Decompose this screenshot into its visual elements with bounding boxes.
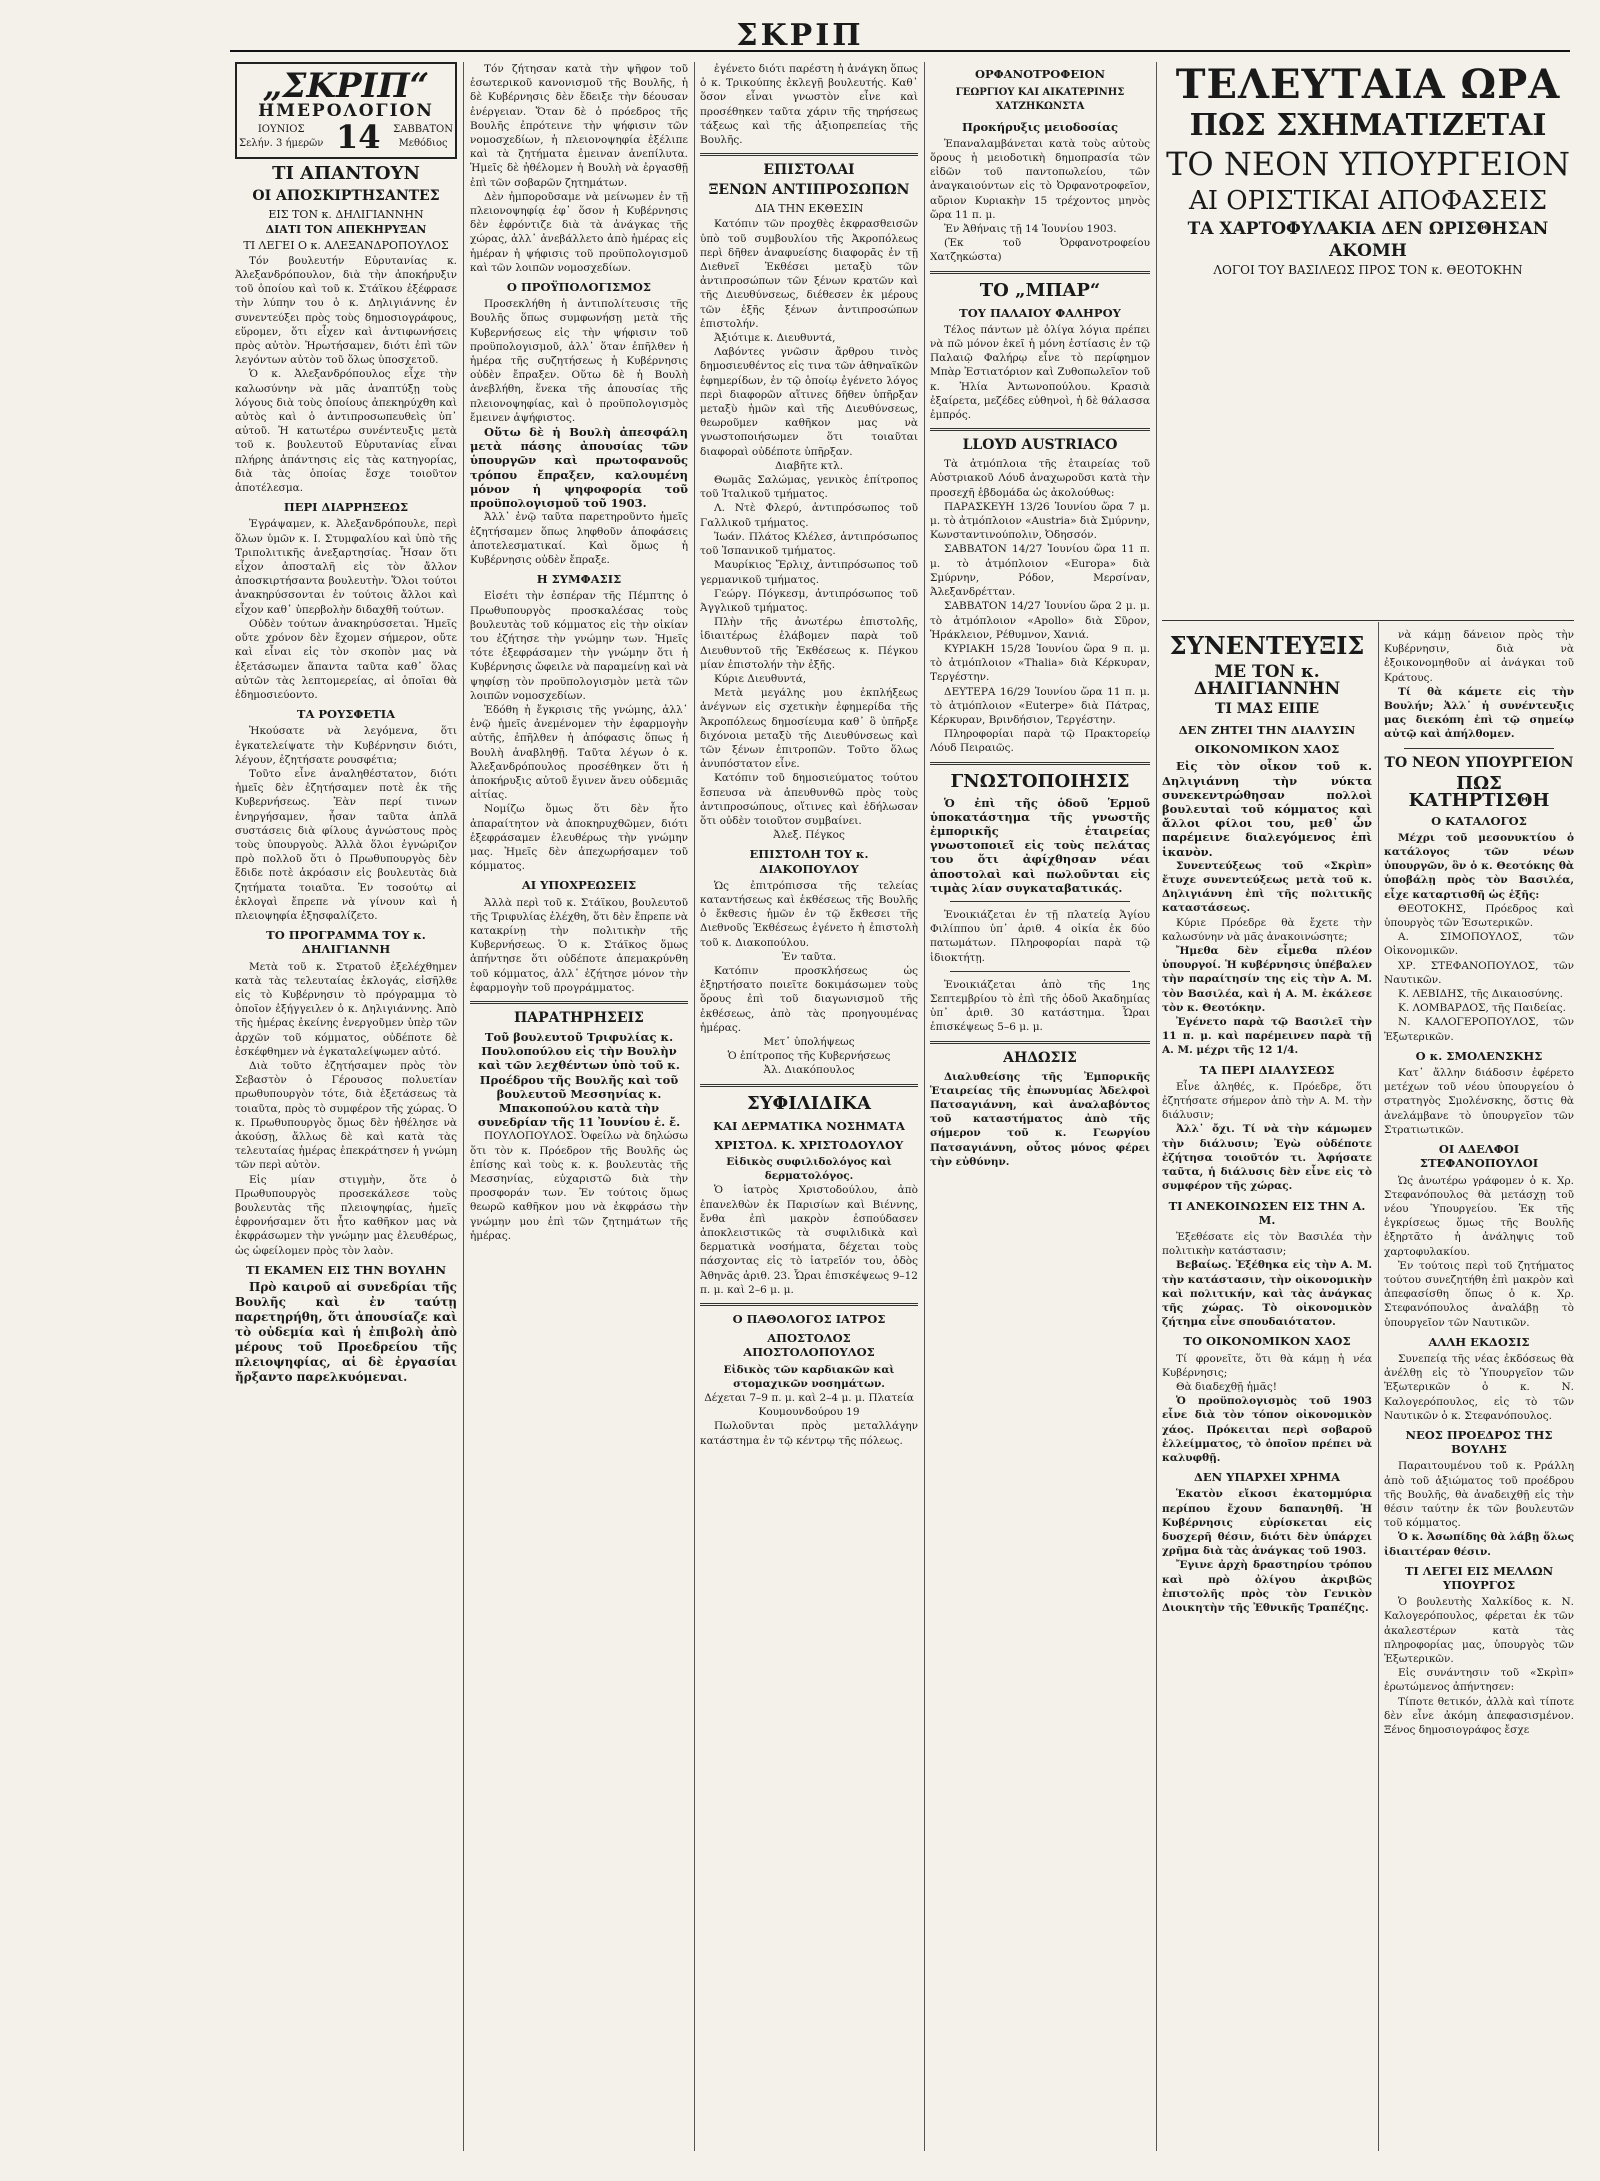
article-paragraph: Ἐν τούτοις περὶ τοῦ ζητήματος τούτου συνεζητήθη ἐπὶ μακρὸν καὶ ἀπεφασίσθη ὅπως ὁ κ. Χρ. Στεφανόπουλος ἀναλάβῃ τὸ ὑπουργεῖον τῶν Ναυτικῶν. [1384, 1259, 1574, 1329]
article-subheadline: ΔΕΝ ΖΗΤΕΙ ΤΗΝ ΔΙΑΛΥΣΙΝ [1178, 723, 1356, 737]
article-paragraph: Εἰς τὸν οἶκον τοῦ κ. Δηλιγιάννη τὴν νύκτα συνεκεντρώθησαν πολλοὶ βουλευταὶ τοῦ κόμματος καὶ ἄλλοι φίλοι του, μεθ᾽ ὧν παρέμεινε διαλεγόμενος ἐπὶ ἱκανὸν. [1162, 759, 1372, 859]
section-heading: ΑΛΛΗ ΕΚΔΟΣΙΣ [1428, 1334, 1530, 1349]
article-subheadline: ΔΙΑΤΙ ΤΟΝ ΑΠΕΚΗΡΥΞΑΝ [265, 223, 427, 237]
section-heading: ΠΕΡΙ ΔΙΑΡΡΗΞΕΩΣ [283, 500, 409, 515]
notice-heading: ΑΗΔΩΣΙΣ [1003, 1049, 1077, 1066]
advertisement-headline: ΤΟ „ΜΠΑΡ“ [979, 279, 1101, 301]
article-paragraph: Ὁ κ. Ἀσωπίδης θὰ λάβῃ ὅλως ἰδιαιτέραν θέσιν. [1384, 1531, 1574, 1558]
article-headline: ΟΙ ΑΠΟΣΚΙΡΤΗΣΑΝΤΕΣ [252, 188, 440, 205]
article-paragraph: Ἤμεθα δὲν εἶμεθα πλέον ὑπουργοί. Ἡ κυβέρνησις ὑπέβαλεν τὴν παραίτησίν της εἰς τὴν Α. Μ. τὸν Βασιλέα, καὶ ἡ Α. Μ. ἐκάλεσε τὸν κ. Θεοτόκην. [1162, 945, 1372, 1014]
article-paragraph: Κατόπιν προσκλήσεως ὡς ἐξηρτήσατο ποιεῖτε δοκιμάσωμεν τοὺς ὅρους ἐπὶ τοῦ διαγωνισμοῦ τῆς ἐκθέσεως, ἀπὸ τὰς προηγουμένας ἡμέρας. [700, 964, 918, 1034]
article-paragraph: Τίποτε θετικόν, ἀλλὰ καὶ τίποτε δὲν εἶνε ἀκόμη ἀπεφασισμένον. Ξένος δημοσιογράφος ἔσχε [1384, 1695, 1574, 1737]
article-paragraph: Τόν ζήτησαν κατὰ τὴν ψῆφον τοῦ ἐσωτερικοῦ κανονισμοῦ τῆς Βουλῆς, ἡ δὲ Κυβέρνησις δὲν ἔδειξε τὴν δέουσαν ἐνέργειαν. Ὅταν δὲ ὁ πρόεδρος τῆς Βουλῆς ἐπρότεινε τὴν ψήφισιν τῶν νομοσχεδίων, ἡ πλειονοψηφία ἐξέλιπε καὶ τὰ ζητήματα ἐμειναν ἀνεπίλυτα. Ἡμεῖς δὲ ἠθέλομεν ἡ Βουλὴ νὰ ἐργασθῇ ἐπὶ τῶν σοβαρῶν ζητημάτων. [470, 63, 688, 189]
article-paragraph: Ἀλλ᾽ ὄχι. Τί νὰ τὴν κάμωμεν τὴν διάλυσιν; Ἐγὼ οὐδέποτε ἐζήτησα τοιοῦτόν τι. Ἀφήσατε ταῦτα, ἡ διάλυσις δὲν εἶνε εἰς τὸ συμφέρον τῆς χώρας. [1162, 1123, 1372, 1193]
section-heading: ΝΕΟΣ ΠΡΟΕΔΡΟΣ ΤΗΣ ΒΟΥΛΗΣ [1405, 1427, 1553, 1457]
column-5 [1162, 628, 1372, 2151]
banner-subheadline: ΛΟΓΟΙ ΤΟΥ ΒΑΣΙΛΕΩΣ ΠΡΟΣ ΤΟΝ κ. ΘΕΟΤΟΚΗΝ [1213, 263, 1523, 277]
section-divider [470, 1001, 688, 1004]
article-subheadline: ΤΙ ΛΕΓΕΙ Ο κ. ΑΛΕΞΑΝΔΡΟΠΟΥΛΟΣ [243, 238, 449, 252]
article-paragraph: Διὰ τοῦτο ἐζητήσαμεν πρὸς τὸν Σεβαστὸν ὁ Γέρουσος πολυετίαν πρωθυπουργὸν τότε, διὰ ἐξετάσεως τὰ τοιαῦτα, πρὸς τὸ συμφέρον τῆς χώρας. Ὁ κ. Πρωθυπουργὸς ὅμως δὲν ἠθέλησε νὰ ἀκούσῃ, ἄλλως δὲ καὶ κατὰ τὰς τελευταίας ἡμέρας ἐπεκράτησεν ἡ γνώμη τῶν περὶ αὐτὸν. [235, 1059, 457, 1172]
advertisement-text: ΚΥΡΙΑΚΗ 15/28 Ἰουνίου ὥρα 9 π. μ. τὸ ἀτμόπλοιον «Thalia» διὰ Κέρκυραν, Τεργέστην. [930, 642, 1150, 684]
article-paragraph: Ἑκατὸν εἴκοσι ἑκατομμύρια περίπου ἔχουν δαπανηθῆ. Ἡ Κυβέρνησις εὑρίσκεται εἰς δυσχερῆ θέσιν, διότι δὲν ὑπάρχει χρῆμα διὰ τὰς ἀνάγκας τοῦ 1903. [1162, 1488, 1372, 1558]
column-2 [470, 62, 688, 2151]
calendar-saint: Μεθόδιος [398, 138, 448, 150]
article-paragraph: Τοῦτο εἶνε ἀναληθέστατον, διότι ἡμεῖς δὲν ἐζητήσαμεν ποτὲ ἐκ τῆς Κυβερνήσεως. Ἐὰν περί τινων ἐνηργήσαμεν, ἦσαν ταῦτα ἁπλᾶ συστάσεις διὰ φίλους ἀγνώστους πρὸς τοὺς ὑπουργοὺς. Ἀλλὰ ὅλοι ἐγνώριζον πρὸ πολλοῦ ὅτι ὁ Πρωθυπουργὸς δὲν ἔδιδε ποτὲ ἀκρόασιν εἰς βουλευτὰς διὰ ζητήματα τοιαῦτα. Ἐν τοσούτῳ αἱ ἐκλογαὶ ἔπρεπε νὰ γίνουν καὶ ἡ πλειοψηφία ἐξησφαλίζετο. [235, 767, 457, 922]
article-paragraph: Παραιτουμένου τοῦ κ. Ρράλλη ἀπὸ τοῦ ἀξιώματος τοῦ προέδρου τῆς Βουλῆς, θὰ ἀναδειχθῇ εἰς τὴν θέσιν ταύτην ἐκ τῶν βουλευτῶν τοῦ κόμματος. [1384, 1460, 1574, 1530]
advertisement-text: Δέχεται 7–9 π. μ. καὶ 2–4 μ. μ. Πλατεία Κουμουνδούρου 19 [704, 1392, 914, 1419]
column-divider [1378, 622, 1379, 2151]
section-heading: ΤΟ ΠΡΟΓΡΑΜΜΑ ΤΟΥ κ. ΔΗΛΙΓΙΑΝΝΗ [266, 928, 426, 957]
article-paragraph: Συνεντεύξεως τοῦ «Σκρὶπ» ἔτυχε συνεντεύξεως μετὰ τοῦ κ. Δηλιγιάννη ἐπὶ τῆς πολιτικῆς καταστάσεως. [1162, 859, 1372, 915]
column-6 [1384, 628, 1574, 2151]
advertisement-subheadline: ΚΑΙ ΔΕΡΜΑΤΙΚΑ ΝΟΣΗΜΑΤΑ [713, 1118, 905, 1133]
article-paragraph: Ἔγινε ἀρχὴ δραστηρίου τρόπου καὶ πρὸ ὀλίγου ἀκριβῶς ἐπιστολῆς πρὸς τὸν Γενικὸν Διοικητὴν τῆς Ἐθνικῆς Τραπέζης. [1162, 1559, 1372, 1614]
minister-entry: Κ. ΛΟΜΒΑΡΔΟΣ, τῆς Παιδείας. [1398, 1002, 1566, 1015]
section-heading: ΤΑ ΠΕΡΙ ΔΙΑΛΥΣΕΩΣ [1199, 1062, 1335, 1077]
article-paragraph: Ἀλλ᾽ ἐνῷ ταῦτα παρετηροῦντο ἡμεῖς ἐζητήσαμεν ὅπως ληφθοῦν ἀποφάσεις ἀποτελεσματικαί. Καὶ ὅμως ἡ Κυβέρνησις οὐδὲν ἔπραξε. [470, 511, 688, 566]
advertisement-headline: ΣΥΦΙΛΙΔΙΚΑ [746, 1092, 872, 1114]
advertisement-subheadline: ΤΟΥ ΠΑΛΑΙΟΥ ΦΑΛΗΡΟΥ [959, 305, 1121, 320]
article-paragraph: Ἐν ταῦτα. [781, 950, 837, 963]
article-paragraph: Ἐγράψαμεν, κ. Ἀλεξανδρόπουλε, περὶ ὅλων ὑμῶν κ. Ι. Στυμφαλίου καὶ ὑπὸ τῆς Τριπολιτικῆς ἀνεξαρτησίας. Ἦσαν ὅτι εἶχον ἀποσταλῆ εἰς τὸν ἄλλον ἀποσκιρτήσαντα βουλευτὴν. Ὅλοι τούτοι ἀνακηρύσσονται ἐν τούτοις ἄλλοι καὶ εἶχον καθ᾽ ὑπερβολὴν διδαχθῆ τούτων. [235, 518, 457, 616]
article-paragraph: Ὁ βουλευτὴς Χαλκίδος κ. Ν. Καλογερόπουλος, φέρεται ἐκ τῶν ἀκαλεστέρων κατὰ τὰς πληροφορίας μας, ὑπουργὸς τῶν Ἐξωτερικῶν. [1384, 1596, 1574, 1665]
section-heading: ΕΠΙΣΤΟΛΗ ΤΟΥ κ. ΔΙΑΚΟΠΟΥΛΟΥ [749, 847, 869, 876]
advertisement-text: Πωλοῦνται πρὸς μεταλλάγην κατάστημα ἐν τῷ κέντρῳ τῆς πόλεως. [700, 1420, 918, 1447]
calendar-box [235, 62, 457, 159]
advertisement-headline: LLOYD AUSTRIACO [962, 437, 1118, 454]
article-paragraph: Τί θὰ κάμετε εἰς τὴν Βουλήν; Ἀλλ᾽ ἡ συνέντευξις μας διεκόπη ἐπὶ τῷ σημείῳ αὐτῷ καὶ ἀπήλθομεν. [1384, 685, 1574, 741]
article-paragraph: Ἰωάν. Πλάτος Κλέλεσ, ἀντιπρόσωπος τοῦ Ἱσπανικοῦ τμήματος. [700, 530, 918, 558]
column-4 [930, 62, 1150, 2151]
letter-signature: Ἀλ. Διακόπουλος [763, 1064, 855, 1077]
article-paragraph: Θωμᾶς Σαλώμας, γενικὸς ἐπίτροπος τοῦ Ἰταλικοῦ τμήματος. [700, 474, 918, 501]
article-paragraph: Μέχρι τοῦ μεσονυκτίου ὁ κατάλογος τῶν νέων ὑπουργῶν, ὃν ὁ κ. Θεοτόκης θὰ ὑποβάλῃ πρὸς τὸν Βασιλέα, εἶχε καταρτισθῆ ὡς ἑξῆς: [1384, 831, 1574, 901]
notice-heading: ΟΡΦΑΝΟΤΡΟΦΕΙΟΝ [974, 67, 1106, 81]
letter-closing: Διαβῆτε κτλ. [774, 459, 844, 472]
article-paragraph: Ἐδόθη ἡ ἔγκρισις τῆς γνώμης, ἀλλ᾽ ἐνῷ ἡμεῖς ἀνεμένομεν τὴν ἐφαρμογὴν αὐτῆς, ἐπῆλθεν ἡ ἀπόφασις ὅπως ἡ Βουλὴ ἀναβληθῇ. Ταῦτα λέγων ὁ κ. Ἀλεξανδρόπουλος προσέθηκεν ὅτι ἡ ἀποκήρυξις αὐτοῦ ἔγινεν ἄνευ οὐδεμιᾶς αἰτίας. [470, 703, 688, 802]
section-heading: ΑΙ ΥΠΟΧΡΕΩΣΕΙΣ [521, 878, 637, 893]
advertisement-text: Τὰ ἀτμόπλοια τῆς ἑταιρείας τοῦ Αὐστριακοῦ Λόυδ ἀναχωροῦσι κατὰ τὴν προσεχῆ ἑβδομάδα ὡς ἀκολούθως: [930, 458, 1150, 499]
calendar-subtitle: ΗΜΕΡΟΛΟΓΙΟΝ [258, 101, 434, 121]
banner-headline: ΤΟ ΝΕΟΝ ΥΠΟΥΡΓΕΙΟΝ [1166, 145, 1570, 183]
calendar-brand: „ΣΚΡΙΠ“ [262, 66, 430, 106]
section-divider [930, 428, 1150, 431]
article-paragraph: Ἐξεθέσατε εἰς τὸν Βασιλέα τὴν πολιτικὴν κατάστασιν; [1162, 1230, 1372, 1258]
article-paragraph: Κύριε Πρόεδρε θὰ ἔχετε τὴν καλωσύνην νὰ μᾶς ἀνακοινώσητε; [1162, 916, 1372, 943]
advertisement-subheadline: ΧΡΙΣΤΟΔ. Κ. ΧΡΙΣΤΟΔΟΥΛΟΥ [714, 1137, 904, 1152]
article-paragraph: Λαβόντες γνῶσιν ἄρθρου τινὸς δημοσιευθέντος εἰς τινα τῶν ἀθηναϊκῶν ἐφημερίδων, ἐν τῷ ὁποίῳ ἐγένετο λόγος περὶ διαφορῶν αἵτινες δῆθεν ὑπῆρξαν μεταξὺ ἡμῶν καὶ τῆς Διευθύνσεως, θεωροῦμεν καθῆκον μας νὰ γνωστοποιήσωμεν ὅτι τοιαῦται διαφοραὶ οὐδέποτε ὑπῆρξαν. [700, 346, 918, 458]
article-headline: ΠΑΡΑΤΗΡΗΣΕΙΣ [514, 1010, 644, 1026]
banner-rule [1162, 620, 1574, 621]
article-paragraph: Ὡς ἀνωτέρω γράφομεν ὁ κ. Χρ. Στεφανόπουλος θὰ μετάσχῃ τοῦ νέου Ὑπουργείου. Ἐκ τῆς ἐγκρίσεως ὅμως τῆς Βουλῆς ἐξηρτᾶτο ἡ ἀνάληψις τοῦ χαρτοφυλακίου. [1384, 1174, 1574, 1258]
article-subheadline: ΔΙΑ ΤΗΝ ΕΚΘΕΣΙΝ [754, 202, 864, 216]
advertisement-text: Εἰδικὸς τῶν καρδιακῶν καὶ στομαχικῶν νοσημάτων. [723, 1363, 895, 1390]
notice-paragraph: Ἐνοικιάζεται ἐν τῇ πλατείᾳ Ἁγίου Φιλίππου ὑπ᾽ ἀριθ. 4 οἰκία ἐκ δύο πατωμάτων. Πληροφορίαι παρὰ τῷ ἰδιοκτήτῃ. [930, 908, 1150, 964]
article-paragraph: Ὁ προϋπολογισμὸς τοῦ 1903 εἶνε διὰ τὸν τόπον οἰκονομικὸν χάος. Πρόκειται περὶ σοβαροῦ ἐλλείμματος, τὸ ὁποῖον πρέπει νὰ καλυφθῇ. [1162, 1395, 1372, 1464]
letter-signature: Ὁ ἐπίτροπος τῆς Κυβερνήσεως [727, 1050, 891, 1063]
article-paragraph: Κατόπιν τοῦ δημοσιεύματος τούτου ἔσπευσα νὰ ἀπευθυνθῶ πρὸς τοὺς ἀντιπροσώπους, οἵτινες καὶ ἐδήλωσαν ὅτι οὐδὲν τοιοῦτον συμβαίνει. [700, 772, 918, 827]
section-heading: ΤΙ ΛΕΓΕΙ ΕΙΣ ΜΕΛΛΩΝ ΥΠΟΥΡΓΟΣ [1404, 1563, 1554, 1592]
section-divider [950, 971, 1130, 972]
article-paragraph: Εἰς συνάντησιν τοῦ «Σκρὶπ» ἐρωτώμενος ἀπήντησεν: [1384, 1667, 1574, 1694]
notice-paragraph: Ἐπαναλαμβάνεται κατὰ τοὺς αὐτοὺς ὅρους ἡ μειοδοτικὴ δημοπρασία τῶν εἰδῶν τοῦ παντοπωλείου, τῶν ἀναγκαιούντων εἰς τὸ Ὀρφανοτροφεῖον, αὔριον Κυριακὴν 15 τρέχοντος μηνὸς ὥρα 11 π. μ. [930, 137, 1150, 221]
article-paragraph: Ἀξιότιμε κ. Διευθυντά, [714, 332, 836, 345]
section-divider [1404, 748, 1554, 749]
letter-signature: Ἀλεξ. Πέγκος [773, 829, 845, 842]
column-divider [694, 62, 695, 2151]
banner-subheadline: ΤΑ ΧΑΡΤΟΦΥΛΑΚΙΑ ΔΕΝ ΩΡΙΣΘΗΣΑΝ ΑΚΟΜΗ [1187, 219, 1549, 261]
header-rule [230, 50, 1570, 52]
advertisement-text: Ὁ ἰατρὸς Χριστοδούλου, ἀπὸ ἐπανελθὼν ἐκ Παρισίων καὶ Βιέννης, ἔνθα ἐπὶ μακρὸν ἐσπούδασεν ἀποκλειστικῶς τὰ συφιλιδικὰ καὶ δερματικὰ νοσήματα, δέχεται τοὺς πάσχοντας εἰς τὸ ἰατρεῖόν του, ὁδὸς Ἀθηνᾶς ἀριθ. 23. Ὧραι ἐπισκέψεως 9–12 π. μ. καὶ 2–6 μ. μ. [700, 1184, 918, 1296]
article-paragraph: Τί φρονεῖτε, ὅτι θὰ κάμῃ ἡ νέα Κυβέρνησις; [1162, 1352, 1372, 1379]
section-heading: ΟΙΚΟΝΟΜΙΚΟΝ ΧΑΟΣ [1194, 742, 1340, 757]
advertisement-text: Τέλος πάντων μὲ ὀλίγα λόγια πρέπει νὰ πῶ μόνον ἐκεῖ ἡ μόνη ἐστίασις ἐν τῷ Παλαιῷ Φαλήρῳ εἶνε τὸ περίφημον Μπὰρ Ἐστιατόριον καὶ Ζυθοπωλεῖον τοῦ κ. Ἠλία Ἀντωνοπούλου. Κρασιὰ ἐξαίρετα, μεζέδες εὐθηνοὶ, ἡ δὲ θάλασσα ἐμπρός. [930, 323, 1150, 422]
section-heading: ΤΙ ΑΝΕΚΟΙΝΩΣΕΝ ΕΙΣ ΤΗΝ Α. Μ. [1168, 1198, 1366, 1227]
article-paragraph: Ἠκούσατε νὰ λεγόμενα, ὅτι ἐγκατελείψατε τὴν Κυβέρνησιν διότι, λέγουν, ἐζητήσατε ρουσφέτια; [235, 725, 457, 766]
advertisement-text: ΔΕΥΤΕΡΑ 16/29 Ἰουνίου ὥρα 11 π. μ. τὸ ἀτμόπλοιον «Euterpe» διὰ Πάτρας, Κέρκυραν, Βρινδήσιον, Τεργέστην. [930, 685, 1150, 726]
article-paragraph: Νομίζω ὅμως ὅτι δὲν ἦτο ἀπαραίτητον νὰ ἀποκηρυχθῶμεν, διότι ἐξεφράσαμεν ἐλευθέρως τὴν γνώμην μας. Ἡμεῖς δὲν ἀπεχωρήσαμεν τοῦ κόμματος. [470, 803, 688, 873]
notice-paragraph: Ἐνοικιάζεται ἀπὸ τῆς 1ης Σεπτεμβρίου τὸ ἐπὶ τῆς ὁδοῦ Ἀκαδημίας ὑπ᾽ ἀριθ. 30 κατάστημα. Ὧραι ἐπισκέψεως 5–6 μ. μ. [930, 978, 1150, 1034]
article-paragraph: Κύριε Διευθυντά, [714, 672, 807, 685]
section-heading: Ο ΠΡΟΫΠΟΛΟΓΙΣΜΟΣ [506, 280, 652, 295]
article-paragraph: Κατ᾽ ἄλλην διάδοσιν ἐφέρετο μετέχων τοῦ νέου ὑπουργείου ὁ στρατηγὸς Σμολένσκης, ὅστις θὰ ἀνελάμβανε τὸ ὑπουργεῖον τῶν Στρατιωτικῶν. [1384, 1067, 1574, 1136]
section-heading: Προκήρυξις μειοδοσίας [961, 119, 1119, 134]
calendar-day: 14 [335, 118, 381, 157]
section-divider [930, 271, 1150, 274]
section-heading: ΤΙ ΕΚΑΜΕΝ ΕΙΣ ΤΗΝ ΒΟΥΛΗΝ [245, 1262, 447, 1277]
article-paragraph: Πρὸ καιροῦ αἱ συνεδρίαι τῆς Βουλῆς καὶ ἐν ταύτῃ παρετηρήθη, ὅτι ἀπουσίαζε καὶ τὸ οὐδεμία καὶ ἡ ἐπιβολὴ ἀπὸ μέρους τοῦ Προεδρείου τῆς πλειοψηφίας, αἱ δὲ ἐργασίαι ἤρξαντο παρελκυόμεναι. [235, 1280, 457, 1385]
notice-paragraph: Διαλυθείσης τῆς Ἐμπορικῆς Ἑταιρείας τῆς ἐπωνυμίας Ἀδελφοὶ Πατσαγιάννη, καὶ ἀναλαβόντος τοῦ καταστήματος ἀπὸ τῆς σήμερον τοῦ κ. Γεωργίου Πατσαγιάννη, οὗτος μόνος φέρει τὴν εὐθύνην. [930, 1070, 1150, 1168]
article-headline: ΞΕΝΩΝ ΑΝΤΙΠΡΟΣΩΠΩΝ [708, 182, 910, 199]
article-headline: ΣΥΝΕΝΤΕΥΞΙΣ [1169, 631, 1365, 660]
advertisement-text: ΣΑΒΒΑΤΟΝ 14/27 Ἰουνίου ὥρα 2 μ. μ. τὸ ἀτμόπλοιον «Apollo» διὰ Σῦρον, Ἡράκλειον, Ρέθυμνον, Χανιά. [930, 600, 1150, 641]
article-paragraph: ΠΟΥΛΟΠΟΥΛΟΣ. Ὀφείλω νὰ δηλώσω ὅτι τὸν κ. Πρόεδρον τῆς Βουλῆς ὡς ἐπίσης καὶ τοὺς κ. κ. βουλευτὰς τῆς Μεσσηνίας, εὐχαριστῶ διὰ τὴν προσφοράν των. Ἐν τούτοις ὅμως θεωρῶ καθῆκον μου νὰ ἐκφράσω τὴν γνώμην μου ἐπὶ τῶν ζητημάτων τῆς ἡμέρας. [470, 1130, 688, 1242]
article-paragraph: Πλὴν τῆς ἀνωτέρω ἐπιστολῆς, ἰδιαιτέρως ἐλάβομεν παρὰ τοῦ Διευθυντοῦ τῆς Ἐκθέσεως κ. Πέγκου μίαν ἐπιστολήν τὴν ἐξῆς. [700, 616, 918, 671]
article-paragraph: Οὕτω δὲ ἡ Βουλὴ ἀπεσφάλη μετὰ πάσης ἀπουσίας τῶν ὑπουργῶν καὶ πρωτοφανοῦς τρόπου ἔπραξεν, καλουμένη μόνον ἡ ψηφοφορία τοῦ προϋπολογισμοῦ τοῦ 1903. [470, 425, 688, 511]
notice-paragraph: Ἐν Ἀθήναις τῇ 14 Ἰουνίου 1903. [944, 223, 1117, 236]
article-headline: ΠΩΣ ΚΑΤΗΡΤΙΣΘΗ [1408, 772, 1550, 811]
article-paragraph: Προσεκλήθη ἡ ἀντιπολίτευσις τῆς Βουλῆς ὅπως συμφωνήσῃ μετὰ τῆς Κυβερνήσεως εἰς τὴν ψήφισιν τοῦ προϋπολογισμοῦ, ἀλλ᾽ ὅταν ἐπῆλθεν ἡ ἡμέρα τῆς συζητήσεως ἡ Κυβέρνησις οὐδὲν ἔπραξεν. Οὕτω δὲ ἡ Βουλὴ ἀνεβλήθη, ἕνεκα τῆς ἀπουσίας τῆς πλειονοψηφίας, καὶ ὁ προϋπολογισμὸς ἔμεινεν ἀψήφιστος. [470, 298, 688, 424]
section-heading: ΟΙ ΑΔΕΛΦΟΙ ΣΤΕΦΑΝΟΠΟΥΛΟΙ [1419, 1142, 1539, 1171]
section-divider [700, 1303, 918, 1306]
banner-headline: ΤΕΛΕΥΤΑΙΑ ΩΡΑ [1175, 61, 1561, 108]
article-headline: ΜΕ ΤΟΝ κ. ΔΗΛΙΓΙΑΝΝΗΝ [1193, 662, 1341, 699]
article-paragraph: Δὲν ἠμποροῦσαμε νὰ μείνωμεν ἐν τῇ πλειονοψηφίᾳ ἐφ᾽ ὅσον ἡ Κυβέρνησις δὲν ἐφρόντιζε διὰ τὰ ἀνάγκας τῆς χώρας, ἀλλ᾽ ἀνεβάλλετο ἀπὸ ἡμέρας εἰς ἡμέραν ἡ ψήφισις τοῦ προϋπολογισμοῦ καὶ τῶν λοιπῶν νομοσχεδίων. [470, 190, 688, 274]
calendar-weekday: ΣΑΒΒΑΤΟΝ [393, 124, 453, 135]
letter-closing: Μετ᾽ ὑπολήψεως [763, 1036, 855, 1048]
column-3 [700, 62, 918, 2151]
column-divider [1156, 62, 1157, 2151]
minister-entry: ΧΡ. ΣΤΕΦΑΝΟΠΟΥΛΟΣ, τῶν Ναυτικῶν. [1384, 959, 1574, 986]
article-paragraph: νὰ κάμῃ δάνειον πρὸς τὴν Κυβέρνησιν, διὰ νὰ ἐξοικονομηθοῦν αἱ ἀνάγκαι τοῦ Κράτους. [1384, 629, 1574, 684]
section-divider [930, 1041, 1150, 1044]
calendar-dateline [239, 118, 453, 157]
article-paragraph: Τοῦ βουλευτοῦ Τριφυλίας κ. Πουλοπούλου εἰς τὴν Βουλὴν καὶ τῶν λεχθέντων ὑπὸ τοῦ κ. Προέδρου τῆς Βουλῆς καὶ τοῦ βουλευτοῦ Μεσσηνίας κ. Μπακοπούλου κατὰ τὴν συνεδρίαν τῆς 11 Ἰουνίου ἐ. ἔ. [477, 1030, 681, 1130]
advertisement-text: Εἰδικὸς συφιλιδολόγος καὶ δερματολόγος. [726, 1156, 892, 1183]
calendar-month: ΙΟΥΝΙΟΣ [257, 124, 305, 135]
article-paragraph: Θὰ διαδεχθῇ ἡμᾶς! [1176, 1380, 1277, 1393]
section-heading: Ο ΚΑΤΑΛΟΓΟΣ [1431, 813, 1527, 828]
article-paragraph: Μετὰ μεγάλης μου ἐκπλήξεως ἀνέγνων εἰς σχετικὴν ἐφημερίδα τῆς Ἀκροπόλεως δημοσίευμα καθ᾽ ὃ ὑπῆρξε διχόνοια μεταξὺ τῆς Διευθύνσεως καὶ τῶν ξένων ἐπιτροπῶν. Τοῦτο ὅλως ἀνυπόστατον εἶνε. [700, 687, 918, 771]
article-headline: ΕΠΙΣΤΟΛΑΙ [763, 162, 855, 179]
article-paragraph: Ὡς ἐπιτρόπισσα τῆς τελείας καταντήσεως καὶ ἐκθέσεως τῆς Βουλῆς ὁ ἔκθεσις ἡμῶν ἐν τῷ ἔκθεσει τῆς Διεθνοῦς Ἐκθέσεως ἐγένετο ἡ ἐπιστολὴ τοῦ κ. Διακοπούλου. [700, 879, 918, 949]
minister-entry: Α. ΣΙΜΟΠΟΥΛΟΣ, τῶν Οἰκονομικῶν. [1384, 931, 1574, 958]
article-paragraph: Ὁ κ. Ἀλεξανδρόπουλος εἶχε τὴν καλωσύνην νὰ μᾶς ἀναπτύξῃ τοὺς λόγους διὰ τοὺς ὁποίους ἀπεκηρύχθη καὶ αὐτὸς καὶ ὁ ἀντιπροσωπευθεὶς ὑπ᾽ αὐτοῦ. Ἡ κατωτέρω συνέντευξις μετὰ τοῦ κ. βουλευτοῦ Εὐρυτανίας εἶναι πλήρης ἀπάντησις εἰς τὰς κατηγορίας, διὰ τὰς ὁποίας ἔσχε τοιοῦτον ἀποτέλεσμα. [235, 368, 457, 495]
section-divider [930, 762, 1150, 765]
article-paragraph: Λ. Ντὲ Φλερύ, ἀντιπρόσωπος τοῦ Γαλλικοῦ τμήματος. [700, 502, 918, 529]
minister-entry: ΘΕΟΤΟΚΗΣ, Πρόεδρος καὶ ὑπουργὸς τῶν Ἐσωτερικῶν. [1384, 902, 1574, 930]
article-paragraph: Μετὰ τοῦ κ. Στρατοῦ ἐξελέχθημεν κατὰ τὰς τελευταίας ἐκλογάς, εἰσῆλθε εἰς τὸ Κυβέρνησιν τὸ πρόγραμμα τὸ ὁποῖον ἐξήγγειλεν ὁ κ. Δηλιγιάννης. Ἀπὸ τῆς ἡμέρας ἐκείνης ἐνεργοῦμεν ὑπὲρ τῶν ἀρχῶν τοῦ κόμματος, οὐδέποτε δὲ ἐσκέφθημεν νὰ ἐγκαταλείψωμεν αὐτό. [235, 960, 457, 1058]
article-subheadline: ΤΙ ΜΑΣ ΕΙΠΕ [1214, 701, 1320, 717]
article-paragraph: Ἀλλὰ περὶ τοῦ κ. Στάϊκου, βουλευτοῦ τῆς Τριφυλίας ἐλέχθη, ὅτι δὲν ἔπρεπε νὰ κατακρίνῃ τὴν πολιτικὴν τῆς Κυβερνήσεως. Ὁ κ. Στάϊκος ὅμως ἀπήντησε ὅτι οὐδέποτε ἀπεμακρύνθη τοῦ κόμματος, ἀλλ᾽ ἐζήτησε μόνον τὴν ἐφαρμογὴν τοῦ προγράμματος. [470, 896, 688, 994]
article-paragraph: Οὐδὲν τούτων ἀνακηρύσσεται. Ἠμεῖς οὔτε χρόνον δὲν ἔχομεν σήμερον, οὔτε καὶ εἶναι εἰς τὸν σκοπὸν μας νὰ ἐξετάσωμεν ἅπαντα ταῦτα καθ᾽ ὅλας αὐτῶν τὰς λεπτομερείας, αἱ ὁποῖαι θὰ ἐδημοσιεύοντο. [235, 617, 457, 701]
notice-paragraph: Ὁ ἐπὶ τῆς ὁδοῦ Ἑρμοῦ ὑποκατάστημα τῆς γνωστῆς ἐμπορικῆς ἑταιρείας γνωστοποιεῖ εἰς τοὺς πελάτας του ὅτι ἀφίχθησαν νέαι ἀποστολαὶ καὶ πωλοῦνται εἰς τιμὰς λίαν συγκαταβατικάς. [930, 795, 1150, 895]
section-heading: ΤΑ ΡΟΥΣΦΕΤΙΑ [296, 707, 396, 722]
section-divider [700, 153, 918, 156]
article-paragraph: Γεώργ. Πόγκεσμ, ἀντιπρόσωπος τοῦ Ἀγγλικοῦ τμήματος. [700, 587, 918, 614]
column-divider [463, 62, 464, 2151]
banner-headline: ΑΙ ΟΡΙΣΤΙΚΑΙ ΑΠΟΦΑΣΕΙΣ [1189, 186, 1547, 216]
article-headline: ΤΟ ΝΕΟΝ ΥΠΟΥΡΓΕΙΟΝ [1384, 754, 1574, 771]
section-divider [950, 901, 1130, 902]
last-hour-banner [1162, 62, 1574, 278]
banner-headline: ΠΩΣ ΣΧΗΜΑΤΙΖΕΤΑΙ [1189, 108, 1547, 143]
minister-entry: Κ. ΛΕΒΙΔΗΣ, τῆς Δικαιοσύνης. [1398, 988, 1564, 1001]
section-heading: ΤΟ ΟΙΚΟΝΟΜΙΚΟΝ ΧΑΟΣ [1183, 1334, 1351, 1349]
article-paragraph: Βεβαίως. Ἐξέθηκα εἰς τὴν Α. Μ. τὴν κατάστασιν, τὴν οἰκονομικὴν καὶ πολιτικήν, καὶ τὰς ἀνάγκας τῆς χώρας. Τὸ οἰκονομικὸν ζήτημα εἶνε σπουδαιότατον. [1162, 1259, 1372, 1329]
section-heading: Η ΣΥΜΦΑΣΙΣ [536, 572, 622, 587]
article-paragraph: Εἰς μίαν στιγμὴν, ὅτε ὁ Πρωθυπουργὸς προσεκάλεσε τοὺς βουλευτὰς τῆς πλειοψηφίας, ἡμεῖς ἐφρονήσαμεν ὅτι ἦτο καθῆκον μας νὰ ἐκφράσωμεν τὴν γνώμην μας ἐλευθέρως, ὡς ὠφείλομεν πρὸς τὸν λαὸν. [235, 1173, 457, 1257]
advertisement-text: ΠΑΡΑΣΚΕΥΗ 13/26 Ἰουνίου ὥρα 7 μ. μ. τὸ ἀτμόπλοιον «Austria» διὰ Σμύρνην, Κωνσταντινούπολιν, Ὀδησσόν. [930, 500, 1150, 542]
advertisement-headline: Ο ΠΑΘΟΛΟΓΟΣ ΙΑΤΡΟΣ [732, 1312, 886, 1327]
calendar-moon: Σελήν. 3 ήμερῶν [239, 138, 324, 150]
notice-paragraph: (Ἐκ τοῦ Ὀρφανοτροφείου Χατζηκώστα) [930, 237, 1150, 264]
article-paragraph: ἐγένετο διότι παρέστη ἡ ἀνάγκη ὅπως ὁ κ. Τρικούπης ἐκλεγῇ βουλευτής. Καθ᾽ ὅσον εἶναι γνωστὸν εἶνε καὶ προσέθηκεν ταῦτα χάριν τῆς τηρήσεως τάξεως καὶ τῆς ἀξιοπρεπείας τῆς Βουλῆς. [700, 63, 918, 147]
article-subheadline: ΕΙΣ ΤΟΝ κ. ΔΗΛΙΓΙΑΝΝΗΝ [268, 208, 424, 222]
article-headline: ΤΙ ΑΠΑΝΤΟΥΝ [272, 163, 420, 185]
advertisement-headline: ΑΠΟΣΤΟΛΟΣ ΑΠΟΣΤΟΛΟΠΟΥΛΟΣ [743, 1331, 875, 1360]
article-paragraph: Κατόπιν τῶν προχθὲς ἐκφρασθεισῶν ὑπὸ τοῦ συμβουλίου τῆς Ἀκροπόλεως περὶ δῆθεν ἀναφυείσης διαφορᾶς ἐν τῇ Διεθνεῖ Ἐκθέσει μεταξὺ τῶν ἀντιπροσώπων τῶν ξένων κρατῶν καὶ τῆς Διευθύνσεως, διέθεσεν ἐκ μέρους τῶν ἐξῆς ξένων ἀντιπροσώπων ἐπιστολήν. [700, 218, 918, 330]
section-heading: ΔΕΝ ΥΠΑΡΧΕΙ ΧΡΗΜΑ [1193, 1470, 1340, 1485]
article-paragraph: Εἶνε ἀληθές, κ. Πρόεδρε, ὅτι ἐζητήσατε σήμερον ἀπὸ τὴν Α. Μ. τὴν διάλυσιν; [1162, 1080, 1372, 1122]
column-divider [924, 62, 925, 2151]
section-divider [700, 1084, 918, 1087]
section-heading: Ο κ. ΣΜΟΛΕΝΣΚΗΣ [1415, 1048, 1543, 1063]
article-paragraph: Μαυρίκιος Ἔρλιχ, ἀντιπρόσωπος τοῦ γερμανικοῦ τμήματος. [700, 559, 918, 586]
article-paragraph: Εἰσέτι τὴν ἐσπέραν τῆς Πέμπτης ὁ Πρωθυπουργὸς προσκαλέσας τοὺς βουλευτὰς τοῦ κόμματος εἰς τὴν οἰκίαν του ἐζήτησε τὴν γνώμην των. Ἡμεῖς τότε ἐξεφράσαμεν τὴν γνώμην ὅτι ἡ Κυβέρνησις ὤφειλε νὰ παραμείνῃ καὶ νὰ ψηφίσῃ τὸν προϋπολογισμὸν μετὰ τῶν λοιπῶν νομοσχεδίων. [470, 590, 688, 702]
article-paragraph: Συνεπείᾳ τῆς νέας ἐκδόσεως θὰ ἀνέλθῃ εἰς τὸ Ὑπουργεῖον τῶν Ἐξωτερικῶν ὁ κ. Ν. Καλογερόπουλος, εἰς τὸ τῶν Ναυτικῶν ὁ κ. Στεφανόπουλος. [1384, 1352, 1574, 1422]
masthead-title: ΣΚΡΙΠ [736, 18, 864, 53]
advertisement-text: ΣΑΒΒΑΤΟΝ 14/27 Ἰουνίου ὥρα 11 π. μ. τὸ ἀτμόπλοιον «Europa» διὰ Σμύρνην, Ρόδον, Μερσίναν, Ἀλεξανδρέτταν. [930, 543, 1150, 599]
minister-entry: Ν. ΚΑΛΟΓΕΡΟΠΟΥΛΟΣ, τῶν Ἐξωτερικῶν. [1384, 1016, 1574, 1043]
advertisement-text: Πληροφορίαι παρὰ τῷ Πρακτορείῳ Λόυδ Πειραιῶς. [930, 728, 1150, 755]
column-1 [235, 62, 457, 2151]
notice-heading: ΓΝΩΣΤΟΠΟΙΗΣΙΣ [950, 770, 1130, 792]
notice-heading: ΓΕΩΡΓΙΟΥ ΚΑΙ ΑΙΚΑΤΕΡΙΝΗΣ ΧΑΤΖΗΚΩΝΣΤΑ [955, 87, 1125, 113]
article-paragraph: Τόν βουλευτήν Εὐρυτανίας κ. Ἀλεξανδρόπουλον, διὰ τὴν ἀποκήρυξιν τοῦ ὁποίου καὶ τοῦ κ. Στάϊκου ἐξέφρασε τὴν λύπην του ὁ κ. Δηλιγιάννης ἐν συνεντεύξει πρὸς τοὺς δημοσιογράφους, εὕρομεν, ὅτι εἶχεν καὶ ἀντιφωνήσεις πρὸς αὐτὸν. Ἠρωτήσαμεν, διότι ἐπὶ τῶν λεγόντων αὐτὸν τοῦ ὅλως ὑποσχετοῦ. [235, 254, 457, 367]
article-paragraph: Ἐγένετο παρὰ τῷ Βασιλεῖ τὴν 11 π. μ. καὶ παρέμεινεν παρὰ τῇ Α. Μ. μέχρι τῆς 12 1/4. [1162, 1016, 1372, 1057]
